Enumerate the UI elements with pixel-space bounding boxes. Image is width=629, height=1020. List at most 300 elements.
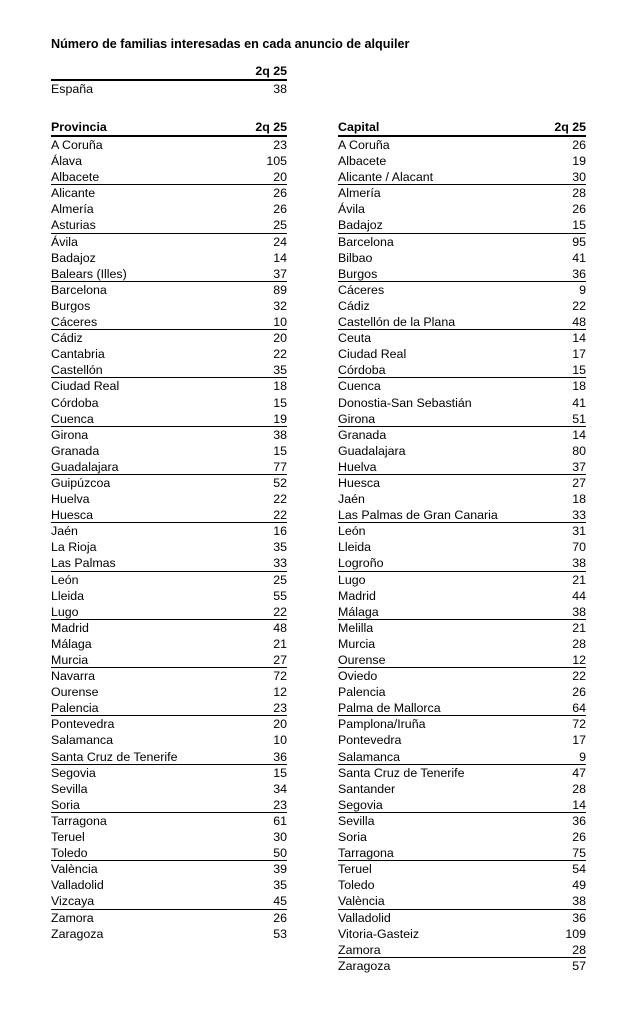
table-row	[51, 346, 287, 362]
row-name: Murcia	[338, 636, 376, 651]
table-row	[338, 765, 586, 781]
table-row	[338, 636, 586, 652]
row-value: 38	[572, 894, 586, 909]
row-value: 105	[266, 154, 287, 169]
row-value: 23	[273, 701, 287, 716]
table-row	[338, 813, 586, 829]
row-name: Jaén	[51, 524, 78, 539]
table-row	[338, 620, 586, 636]
row-value: 21	[572, 572, 586, 587]
table-row	[338, 330, 586, 346]
row-name: Toledo	[338, 878, 375, 893]
row-value: 61	[273, 813, 287, 828]
table-row	[51, 411, 287, 427]
table-row	[51, 893, 287, 909]
row-value: 18	[572, 379, 586, 394]
row-value: 19	[273, 411, 287, 426]
row-value: 28	[572, 636, 586, 651]
row-name: A Coruña	[338, 138, 390, 152]
table-row	[51, 491, 287, 507]
row-value: 32	[273, 298, 287, 313]
row-value: 30	[273, 830, 287, 845]
table-row	[51, 507, 287, 523]
row-name: Almería	[51, 202, 94, 217]
row-name: Albacete	[338, 154, 387, 169]
row-name: Segovia	[51, 765, 96, 780]
row-name: Lugo	[338, 572, 366, 587]
table-row	[338, 411, 586, 427]
row-name: Ávila	[51, 234, 78, 249]
table-row	[338, 539, 586, 555]
row-value: 41	[572, 395, 586, 410]
row-name: Álava	[51, 154, 82, 169]
row-name: Málaga	[51, 636, 92, 651]
table-row	[338, 652, 586, 668]
row-value: 38	[572, 604, 586, 619]
row-name: Albacete	[51, 170, 100, 185]
row-name: Zamora	[51, 910, 94, 925]
table-row	[51, 330, 287, 346]
row-name: Teruel	[51, 830, 85, 845]
table-row	[51, 877, 287, 893]
row-name: Girona	[51, 427, 89, 442]
row-name: Las Palmas	[51, 556, 116, 571]
row-name: Ciudad Real	[51, 379, 120, 394]
row-value: 64	[572, 701, 586, 716]
row-name: Sevilla	[338, 813, 375, 828]
table-row	[51, 813, 287, 829]
row-value: 22	[572, 298, 586, 313]
table-row	[338, 732, 586, 748]
row-value: 28	[572, 781, 586, 796]
row-name: A Coruña	[51, 138, 103, 152]
row-name: Jaén	[338, 492, 365, 507]
row-value: 14	[572, 331, 586, 346]
table-row	[51, 588, 287, 604]
row-name: Teruel	[338, 862, 372, 877]
row-name: Murcia	[51, 653, 89, 667]
row-name: Burgos	[51, 298, 91, 313]
table-row	[51, 700, 287, 716]
row-name: Palencia	[51, 701, 99, 716]
table-row	[338, 829, 586, 845]
table-row	[338, 459, 586, 475]
table-row	[51, 217, 287, 233]
row-value: 53	[273, 926, 287, 941]
table-row	[338, 845, 586, 861]
row-value: 16	[273, 524, 287, 539]
table-row	[51, 861, 287, 877]
row-name: Ciudad Real	[338, 347, 407, 362]
table-row	[338, 298, 586, 314]
row-name: Burgos	[338, 266, 378, 281]
row-value: 31	[572, 524, 586, 539]
row-value: 19	[572, 154, 586, 169]
row-name: Huesca	[338, 475, 381, 490]
table-row	[338, 507, 586, 523]
row-value: 39	[273, 862, 287, 877]
table-row	[338, 491, 586, 507]
row-value: 55	[273, 588, 287, 603]
row-value: 45	[273, 894, 287, 909]
row-value: 36	[273, 749, 287, 764]
row-value: 33	[572, 508, 586, 523]
table-row	[338, 378, 586, 394]
row-value: 22	[273, 492, 287, 507]
row-name: Tarragona	[338, 846, 394, 861]
row-value: 28	[572, 942, 586, 957]
table-row	[51, 604, 287, 620]
row-value: 9	[579, 749, 586, 764]
row-value: 24	[273, 234, 287, 249]
row-value: 70	[572, 540, 586, 555]
table-row	[51, 845, 287, 861]
row-name: Ceuta	[338, 331, 372, 346]
table-row	[338, 266, 586, 282]
table-row	[338, 716, 586, 732]
row-value: 36	[572, 266, 586, 281]
row-name: Girona	[338, 411, 376, 426]
row-name: Logroño	[338, 556, 384, 571]
row-value: 30	[572, 170, 586, 185]
row-value: 17	[572, 733, 586, 748]
table-row	[338, 700, 586, 716]
row-name: Zaragoza	[338, 958, 391, 973]
capital-table	[338, 120, 586, 974]
table-row	[338, 169, 586, 185]
row-name: Córdoba	[338, 363, 386, 378]
row-name: Valladolid	[51, 878, 104, 893]
table-row	[51, 555, 287, 571]
row-name: León	[338, 524, 366, 539]
row-name: Huesca	[51, 508, 94, 523]
row-name: Balears (Illes)	[51, 266, 127, 281]
row-name: Las Palmas de Gran Canaria	[338, 508, 498, 523]
row-name: Santander	[338, 781, 396, 796]
header-period: 2q 25	[255, 120, 287, 134]
row-name: León	[51, 572, 79, 587]
row-name: España	[51, 82, 94, 96]
national-table	[51, 64, 287, 97]
row-value: 47	[572, 765, 586, 780]
table-row	[51, 910, 287, 926]
row-name: Cádiz	[51, 331, 83, 346]
row-name: Lleida	[338, 540, 372, 555]
capital-table-header	[338, 120, 586, 137]
row-value: 15	[273, 443, 287, 458]
row-name: Donostia-San Sebastián	[338, 395, 472, 410]
table-row	[51, 443, 287, 459]
row-name: Oviedo	[338, 669, 378, 684]
row-value: 72	[572, 717, 586, 732]
table-row	[338, 443, 586, 459]
row-name: València	[51, 862, 98, 877]
row-name: Badajoz	[51, 250, 96, 265]
row-value: 17	[572, 347, 586, 362]
row-value: 28	[572, 186, 586, 201]
table-row	[51, 475, 287, 491]
row-value: 57	[572, 958, 586, 973]
row-name: Salamanca	[338, 749, 400, 764]
row-value: 10	[273, 315, 287, 330]
row-name: Madrid	[51, 620, 89, 635]
table-row	[51, 459, 287, 475]
row-value: 33	[273, 556, 287, 571]
table-row	[51, 523, 287, 539]
row-name: Pamplona/Iruña	[338, 717, 426, 732]
row-name: Bilbao	[338, 250, 373, 265]
row-value: 25	[273, 218, 287, 233]
row-value: 21	[572, 620, 586, 635]
row-name: Granada	[338, 427, 387, 442]
row-value: 54	[572, 862, 586, 877]
table-row	[51, 234, 287, 250]
table-row	[51, 395, 287, 411]
row-name: València	[338, 894, 385, 909]
row-name: Palencia	[338, 685, 386, 700]
row-value: 37	[273, 266, 287, 281]
row-value: 14	[572, 427, 586, 442]
row-name: Castellón	[51, 363, 103, 378]
row-value: 21	[273, 636, 287, 651]
row-name: Soria	[338, 830, 367, 845]
table-row	[338, 250, 586, 266]
row-name: Badajoz	[338, 218, 383, 233]
table-row	[51, 378, 287, 394]
row-value: 50	[273, 846, 287, 861]
row-value: 18	[273, 379, 287, 394]
table-row	[338, 572, 586, 588]
row-value: 26	[273, 186, 287, 201]
table-row	[338, 555, 586, 571]
row-value: 89	[273, 282, 287, 297]
row-name: Vitoria-Gasteiz	[338, 926, 420, 941]
row-value: 109	[565, 926, 586, 941]
row-name: Guadalajara	[338, 443, 406, 458]
row-name: Málaga	[338, 604, 379, 619]
row-value: 95	[572, 234, 586, 249]
row-value: 10	[273, 733, 287, 748]
row-value: 37	[572, 459, 586, 474]
row-name: Valladolid	[338, 910, 391, 925]
row-name: Lleida	[51, 588, 85, 603]
table-row	[51, 282, 287, 298]
row-value: 38	[572, 556, 586, 571]
row-value: 26	[572, 138, 586, 152]
row-value: 26	[273, 910, 287, 925]
table-row	[338, 475, 586, 491]
table-row	[338, 877, 586, 893]
table-row	[338, 153, 586, 169]
row-value: 22	[572, 669, 586, 684]
row-name: Ávila	[338, 202, 365, 217]
row-name: Huelva	[338, 459, 377, 474]
row-value: 48	[572, 315, 586, 330]
table-row	[338, 362, 586, 378]
table-row	[338, 217, 586, 233]
table-row	[338, 942, 586, 958]
row-value: 27	[572, 475, 586, 490]
table-row	[338, 910, 586, 926]
row-value: 38	[273, 427, 287, 442]
row-name: Pontevedra	[338, 733, 402, 748]
row-name: Barcelona	[51, 282, 107, 297]
row-value: 15	[273, 765, 287, 780]
table-row	[51, 829, 287, 845]
table-row	[51, 926, 287, 942]
row-name: Ourense	[51, 685, 99, 700]
row-name: Melilla	[338, 620, 374, 635]
row-value: 23	[273, 797, 287, 812]
table-row	[51, 314, 287, 330]
table-row	[338, 346, 586, 362]
row-name: Lugo	[51, 604, 79, 619]
header-period: 2q 25	[255, 64, 287, 78]
row-value: 20	[273, 170, 287, 185]
table-row	[338, 668, 586, 684]
table-row	[51, 732, 287, 748]
row-value: 35	[273, 540, 287, 555]
table-row	[51, 539, 287, 555]
row-value: 38	[273, 82, 287, 96]
table-row	[51, 781, 287, 797]
table-row	[338, 604, 586, 620]
table-row	[51, 749, 287, 765]
table-row	[338, 797, 586, 813]
row-name: Santa Cruz de Tenerife	[51, 749, 178, 764]
row-value: 20	[273, 331, 287, 346]
row-name: Pontevedra	[51, 717, 115, 732]
row-value: 72	[273, 669, 287, 684]
row-value: 49	[572, 878, 586, 893]
row-value: 12	[572, 653, 586, 667]
table-row	[51, 620, 287, 636]
table-row	[51, 652, 287, 668]
row-value: 15	[572, 363, 586, 378]
row-value: 52	[273, 475, 287, 490]
table-row	[51, 266, 287, 282]
page-title: Número de familias interesadas en cada anuncio de alquiler	[51, 37, 410, 51]
table-row	[338, 523, 586, 539]
row-value: 35	[273, 363, 287, 378]
row-name: Vizcaya	[51, 894, 95, 909]
row-value: 18	[572, 492, 586, 507]
header-label: Provincia	[51, 120, 107, 134]
table-row	[338, 588, 586, 604]
row-value: 26	[572, 202, 586, 217]
table-row	[338, 958, 586, 974]
table-row	[51, 81, 287, 97]
header-label: Capital	[338, 120, 380, 134]
row-name: Toledo	[51, 846, 88, 861]
row-name: Huelva	[51, 492, 90, 507]
table-row	[338, 781, 586, 797]
header-period: 2q 25	[554, 120, 586, 134]
row-name: Soria	[51, 797, 80, 812]
row-name: Palma de Mallorca	[338, 701, 441, 716]
row-value: 15	[273, 395, 287, 410]
row-value: 27	[273, 653, 287, 667]
row-value: 35	[273, 878, 287, 893]
table-row	[51, 362, 287, 378]
row-value: 44	[572, 588, 586, 603]
row-value: 22	[273, 347, 287, 362]
table-row	[51, 636, 287, 652]
row-name: Cuenca	[338, 379, 381, 394]
table-row	[51, 137, 287, 153]
row-name: La Rioja	[51, 540, 97, 555]
row-value: 75	[572, 846, 586, 861]
table-row	[338, 234, 586, 250]
table-row	[338, 427, 586, 443]
table-row	[338, 684, 586, 700]
row-name: Segovia	[338, 797, 383, 812]
row-name: Alicante / Alacant	[338, 170, 434, 185]
row-value: 77	[273, 459, 287, 474]
table-row	[51, 572, 287, 588]
table-row	[338, 749, 586, 765]
row-value: 51	[572, 411, 586, 426]
row-name: Cáceres	[51, 315, 98, 330]
row-value: 26	[572, 830, 586, 845]
row-name: Guipúzcoa	[51, 475, 111, 490]
table-row	[51, 169, 287, 185]
table-row	[338, 185, 586, 201]
row-name: Alicante	[51, 186, 96, 201]
table-row	[338, 137, 586, 153]
table-row	[338, 893, 586, 909]
row-value: 22	[273, 604, 287, 619]
row-name: Cantabria	[51, 347, 105, 362]
table-row	[338, 282, 586, 298]
row-name: Córdoba	[51, 395, 99, 410]
table-row	[338, 201, 586, 217]
national-table-header	[51, 64, 287, 81]
row-name: Guadalajara	[51, 459, 119, 474]
row-name: Barcelona	[338, 234, 394, 249]
row-name: Zaragoza	[51, 926, 104, 941]
row-value: 14	[273, 250, 287, 265]
row-name: Santa Cruz de Tenerife	[338, 765, 465, 780]
row-name: Navarra	[51, 669, 96, 684]
row-value: 48	[273, 620, 287, 635]
table-row	[338, 314, 586, 330]
row-name: Tarragona	[51, 813, 107, 828]
row-value: 15	[572, 218, 586, 233]
table-row	[51, 185, 287, 201]
row-value: 26	[572, 685, 586, 700]
row-name: Granada	[51, 443, 100, 458]
table-row	[338, 861, 586, 877]
table-row	[51, 668, 287, 684]
row-name: Madrid	[338, 588, 376, 603]
row-name: Cáceres	[338, 282, 385, 297]
provincia-table	[51, 120, 287, 942]
provincia-table-header	[51, 120, 287, 137]
table-row	[51, 250, 287, 266]
row-value: 22	[273, 508, 287, 523]
row-name: Ourense	[338, 653, 386, 667]
row-name: Almería	[338, 186, 381, 201]
table-row	[51, 298, 287, 314]
row-value: 34	[273, 781, 287, 796]
row-name: Salamanca	[51, 733, 113, 748]
table-row	[51, 765, 287, 781]
row-name: Sevilla	[51, 781, 88, 796]
row-value: 26	[273, 202, 287, 217]
table-row	[51, 797, 287, 813]
row-value: 12	[273, 685, 287, 700]
